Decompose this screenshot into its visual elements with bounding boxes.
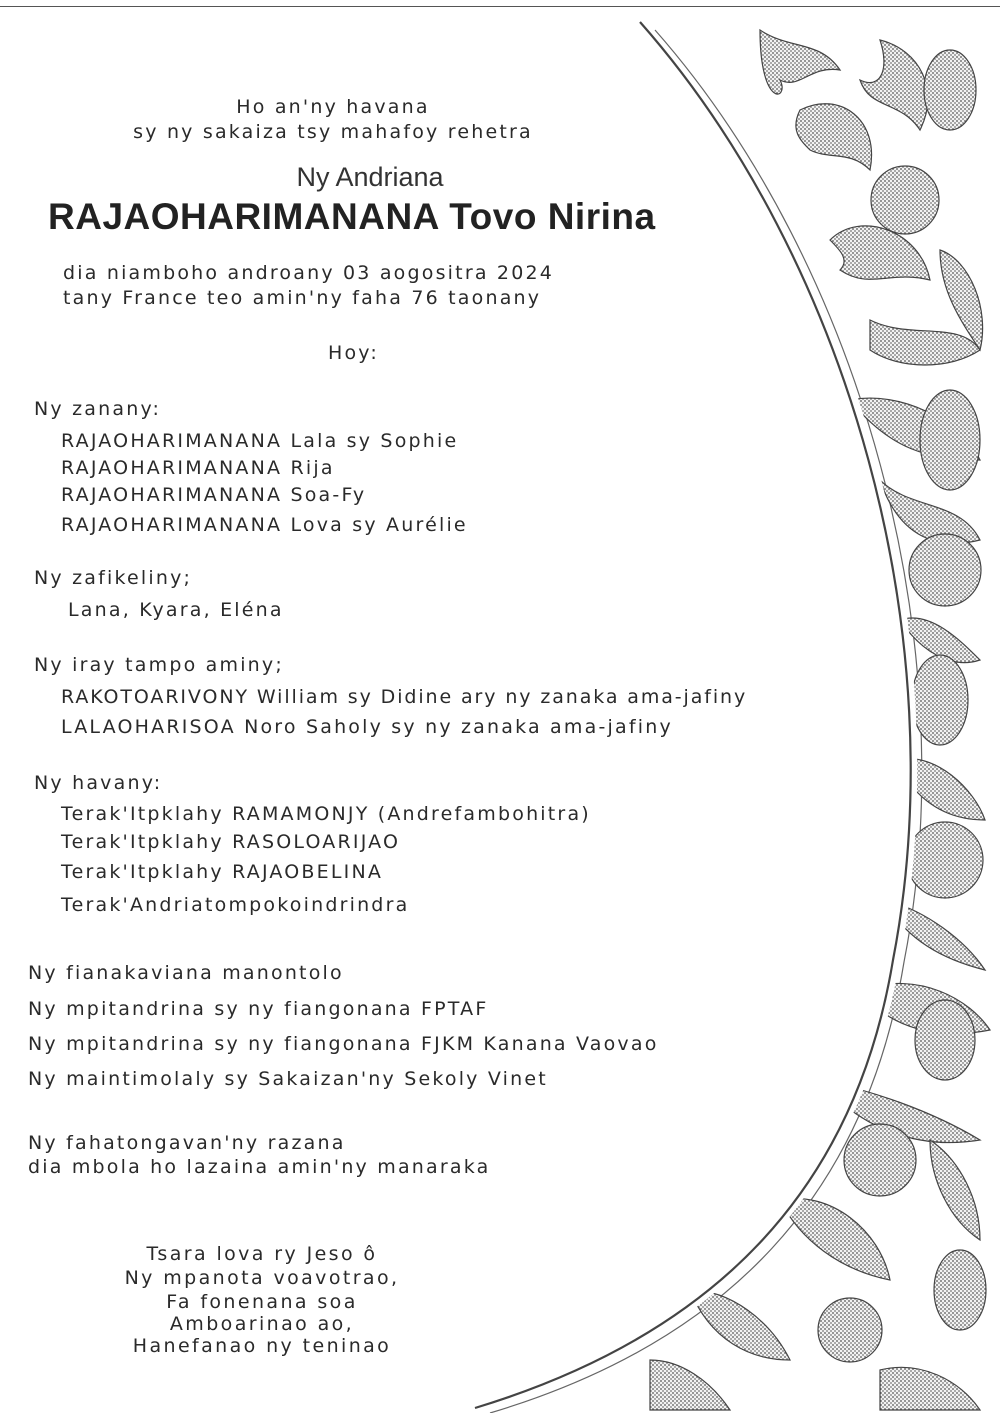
- grandchild-item: Lana, Kyara, Eléna: [68, 599, 284, 621]
- relative-item: Terak'Itpklahy RAJAOBELINA: [61, 861, 384, 883]
- poem-line: Hanefanao ny teninao: [132, 1335, 392, 1357]
- siblings-heading: Ny iray tampo aminy;: [34, 654, 284, 676]
- poem-line: Ny mpanota voavotrao,: [124, 1267, 400, 1289]
- others-item: Ny mpitandrina sy ny fiangonana FJKM Kanana Vaovao: [28, 1033, 659, 1055]
- others-item: Ny fianakaviana manontolo: [28, 962, 344, 984]
- others-item: Ny maintimolaly sy Sakaizan'ny Sekoly Vinet: [28, 1068, 548, 1090]
- poem-line: Fa fonenana soa: [166, 1291, 358, 1313]
- child-item: RAJAOHARIMANANA Lova sy Aurélie: [61, 514, 468, 536]
- child-item: RAJAOHARIMANANA Rija: [61, 457, 335, 479]
- grandchildren-heading: Ny zafikeliny;: [34, 567, 193, 589]
- relative-item: Terak'Itpklahy RAMAMONJY (Andrefambohitra): [61, 803, 591, 825]
- sibling-item: RAKOTOARIVONY William sy Didine ary ny zanaka ama-jafiny: [61, 686, 748, 708]
- child-item: RAJAOHARIMANANA Soa-Fy: [61, 484, 367, 506]
- header-line-1: Ho an'ny havana: [236, 96, 430, 118]
- ancestors-line-2: dia mbola ho lazaina amin'ny manaraka: [28, 1156, 491, 1178]
- relative-item: Terak'Andriatompokoindrindra: [61, 894, 410, 916]
- poem-line: Tsara lova ry Jeso ô: [146, 1243, 378, 1265]
- header-line-2: sy ny sakaiza tsy mahafoy rehetra: [133, 121, 533, 143]
- deceased-prefix: Ny Andriana: [296, 162, 444, 192]
- relative-item: Terak'Itpklahy RASOLOARIJAO: [61, 831, 401, 853]
- announcement-line-2: tany France teo amin'ny faha 76 taonany: [63, 287, 542, 309]
- poem-line: Amboarinao ao,: [169, 1313, 355, 1335]
- relatives-heading: Ny havany:: [34, 772, 163, 794]
- sibling-item: LALAOHARISOA Noro Saholy sy ny zanaka ama-jafiny: [61, 716, 673, 738]
- hoy-label: Hoy:: [328, 342, 379, 364]
- others-item: Ny mpitandrina sy ny fiangonana FPTAF: [28, 998, 489, 1020]
- announcement-line-1: dia niamboho androany 03 aogositra 2024: [63, 262, 555, 284]
- children-heading: Ny zanany:: [34, 398, 162, 420]
- ancestors-line-1: Ny fahatongavan'ny razana: [28, 1132, 346, 1154]
- child-item: RAJAOHARIMANANA Lala sy Sophie: [61, 430, 459, 452]
- deceased-name: RAJAOHARIMANANA Tovo Nirina: [48, 196, 656, 237]
